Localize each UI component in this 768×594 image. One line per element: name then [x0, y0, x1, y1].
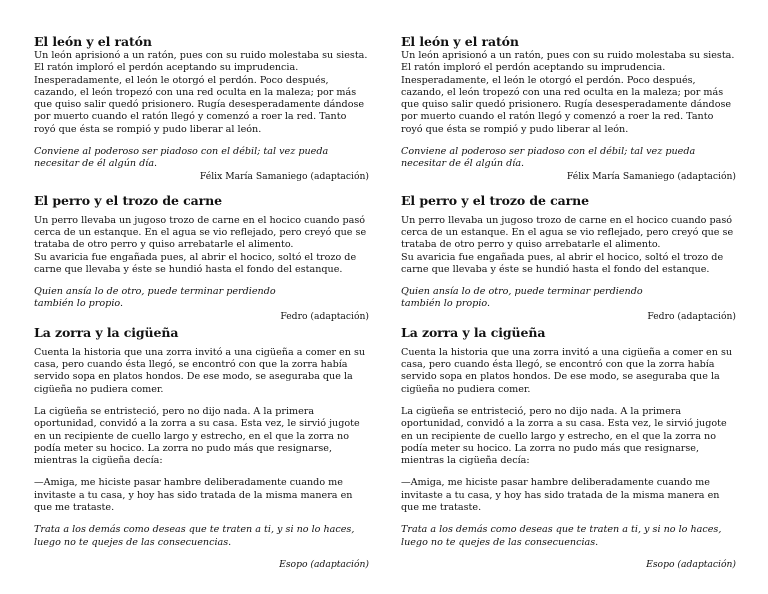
fable-zorra-ciguena — [401, 325, 736, 571]
fable-title: El perro y el trozo de carne — [401, 192, 589, 208]
fable-paragraph: Un perro llevaba un jugoso trozo de carne en el hocico cuando pasó cerca de un estanque. En el agua se vio reflejado, pero creyó que se trataba de otro perro y quiso arrebatarle el alimento. — [34, 214, 367, 251]
fable-leon-raton — [401, 34, 736, 183]
fable-paragraph: La cigüeña se entristeció, pero no dijo nada. A la primera oportunidad, convidó a la zorra a su casa. Esta vez, le sirvió jugote en un recipiente de cuello largo y estrecho, en el que la zorra no podía meter su hocico. La zorra no pudo más que resignarse, mientras la cigüeña decía: — [401, 405, 727, 467]
left-column — [34, 34, 369, 571]
fable-author: Esopo (adaptación) — [279, 558, 369, 570]
fable-author: Félix María Samaniego (adaptación) — [199, 170, 369, 182]
fable-paragraph: Un perro llevaba un jugoso trozo de carne en el hocico cuando pasó cerca de un estanque. En el agua se vio reflejado, pero creyó que se trataba de otro perro y quiso arrebatarle el alimento. — [401, 214, 734, 251]
fable-title: La zorra y la cigüeña — [401, 324, 546, 340]
fable-paragraph: Un león aprisionó a un ratón, pues con su ruido molestaba su siesta. El ratón imploró el perdón aceptando su imprudencia. Inesperadamente, el león le otorgó el perdón. Poco después, cazando, el león tropezó con una red oculta en la maleza; por más que quiso salir quedó prisionero. Rugía desesperadamente dándose por muerto cuando el ratón llegó y comenzó a roer la red. Tanto royó que ésta se rompió y pudo liberar al león. — [401, 50, 735, 135]
fable-moral: Conviene al poderoso ser piadoso con el débil; tal vez pueda necesitar de él algún día. — [34, 146, 329, 170]
fable-paragraph: —Amiga, me hiciste pasar hambre deliberadamente cuando me invitaste a tu casa, y hoy has sido tratada de la misma manera en que me trataste. — [401, 477, 720, 514]
fable-title: El león y el ratón — [401, 34, 519, 49]
fable-paragraph: Su avaricia fue engañada pues, al abrir el hocico, soltó el trozo de carne que llevaba y éste se hundió hasta el fondo del estanque. — [401, 251, 724, 275]
fable-perro-carne — [401, 193, 736, 323]
fable-moral: Quien ansía lo de otro, puede terminar perdiendo también lo propio. — [34, 286, 276, 310]
fable-perro-carne — [34, 193, 369, 323]
fable-author: Félix María Samaniego (adaptación) — [566, 170, 736, 182]
fable-paragraph: Su avaricia fue engañada pues, al abrir el hocico, soltó el trozo de carne que llevaba y éste se hundió hasta el fondo del estanque. — [34, 251, 357, 275]
fable-moral: Quien ansía lo de otro, puede terminar perdiendo también lo propio. — [401, 286, 643, 310]
fable-moral: Trata a los demás como deseas que te traten a ti, y si no lo haces, luego no te quejes de las consecuencias. — [34, 524, 355, 548]
fable-paragraph: —Amiga, me hiciste pasar hambre deliberadamente cuando me invitaste a tu casa, y hoy has sido tratada de la misma manera en que me trataste. — [34, 477, 353, 514]
fable-leon-raton — [34, 34, 369, 183]
fable-paragraph: Cuenta la historia que una zorra invitó a una cigüeña a comer en su casa, pero cuando ésta llegó, se encontró con que la zorra había servido sopa en platos hondos. De ese modo, se aseguraba que la cigüeña no pudiera comer. — [401, 346, 733, 395]
fable-title: El león y el ratón — [34, 34, 152, 49]
fable-author: Fedro (adaptación) — [647, 310, 736, 322]
fable-zorra-ciguena — [34, 325, 369, 571]
fable-moral: Conviene al poderoso ser piadoso con el débil; tal vez pueda necesitar de él algún día. — [401, 146, 696, 170]
right-column — [401, 34, 736, 571]
fable-paragraph: Un león aprisionó a un ratón, pues con su ruido molestaba su siesta. El ratón imploró el perdón aceptando su imprudencia. Inesperadamente, el león le otorgó el perdón. Poco después, cazando, el león tropezó con una red oculta en la maleza; por más que quiso salir quedó prisionero. Rugía desesperadamente dándose por muerto cuando el ratón llegó y comenzó a roer la red. Tanto royó que ésta se rompió y pudo liberar al león. — [34, 50, 368, 135]
fable-title: La zorra y la cigüeña — [34, 324, 179, 340]
fable-paragraph: Cuenta la historia que una zorra invitó a una cigüeña a comer en su casa, pero cuando ésta llegó, se encontró con que la zorra había servido sopa en platos hondos. De ese modo, se aseguraba que la cigüeña no pudiera comer. — [34, 346, 366, 395]
fable-author: Fedro (adaptación) — [280, 310, 369, 322]
fable-author: Esopo (adaptación) — [646, 558, 736, 570]
fable-paragraph: La cigüeña se entristeció, pero no dijo nada. A la primera oportunidad, convidó a la zorra a su casa. Esta vez, le sirvió jugote en un recipiente de cuello largo y estrecho, en el que la zorra no podía meter su hocico. La zorra no pudo más que resignarse, mientras la cigüeña decía: — [34, 405, 360, 467]
fable-moral: Trata a los demás como deseas que te traten a ti, y si no lo haces, luego no te quejes de las consecuencias. — [401, 524, 722, 548]
fable-title: El perro y el trozo de carne — [34, 192, 222, 208]
